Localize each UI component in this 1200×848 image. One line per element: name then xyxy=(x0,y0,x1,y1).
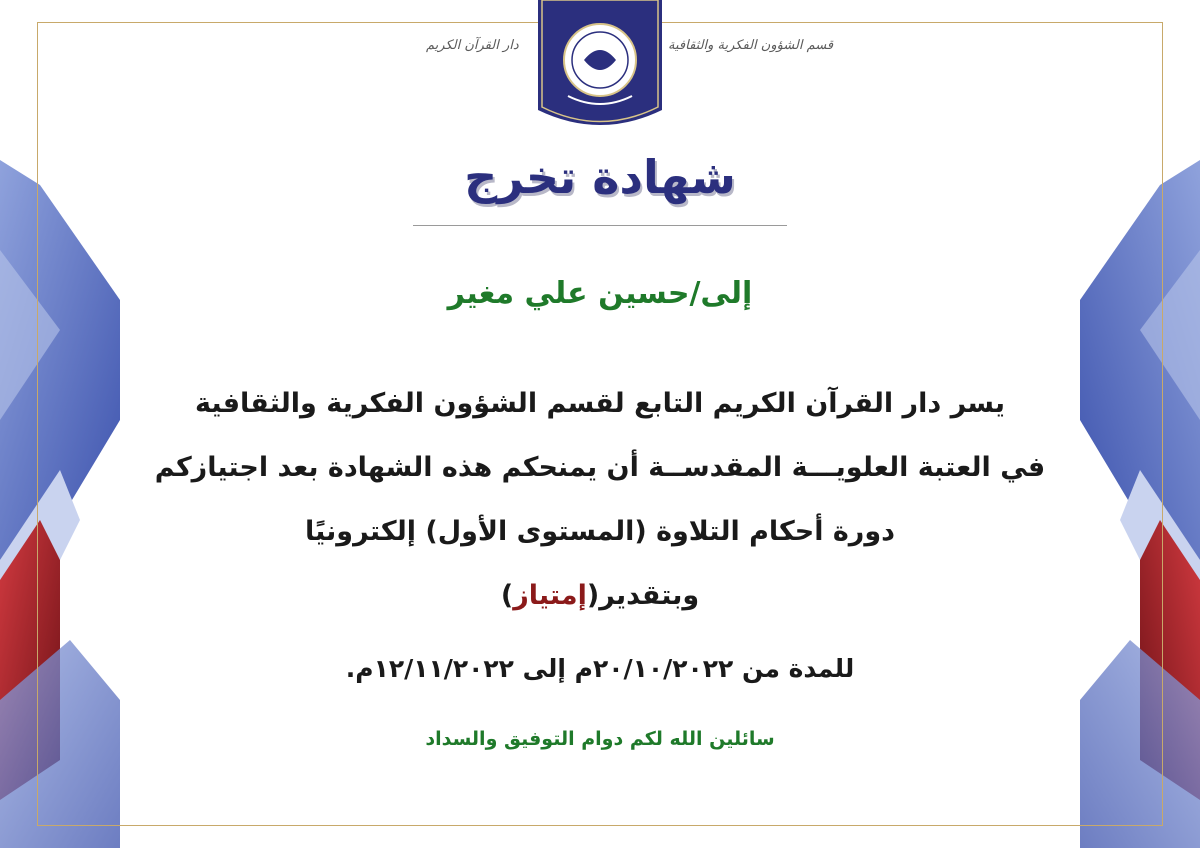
gold-border-frame xyxy=(37,22,1163,826)
grade-value: إمتياز xyxy=(513,580,587,611)
course-dates: للمدة من ٢٠/١٠/٢٠٢٢م إلى ١٢/١١/٢٠٢٢م. xyxy=(345,654,855,683)
grade-suffix: ) xyxy=(500,580,514,611)
body-line-1: يسر دار القرآن الكريم التابع لقسم الشؤون الفكرية والثقافية xyxy=(194,388,1006,419)
title-divider xyxy=(413,225,787,226)
body-line-3: دورة أحكام التلاوة (المستوى الأول) إلكترونيًا xyxy=(304,516,895,547)
grade-prefix: وبتقدير( xyxy=(586,580,700,611)
recipient-name: إلى/حسين علي مغير xyxy=(447,276,753,311)
grade-line xyxy=(0,580,1200,611)
quran-house-name: دار القرآن الكريم xyxy=(426,38,519,53)
department-name: قسم الشؤون الفكرية والثقافية xyxy=(668,38,834,53)
body-line-2: في العتبة العلويـــة المقدســة أن يمنحكم هذه الشهادة بعد اجتيازكم xyxy=(154,452,1046,483)
certificate-title: شهادة تخرج xyxy=(464,150,736,204)
closing-wishes: سائلين الله لكم دوام التوفيق والسداد xyxy=(425,728,775,750)
shrine-emblem-logo xyxy=(538,0,662,130)
